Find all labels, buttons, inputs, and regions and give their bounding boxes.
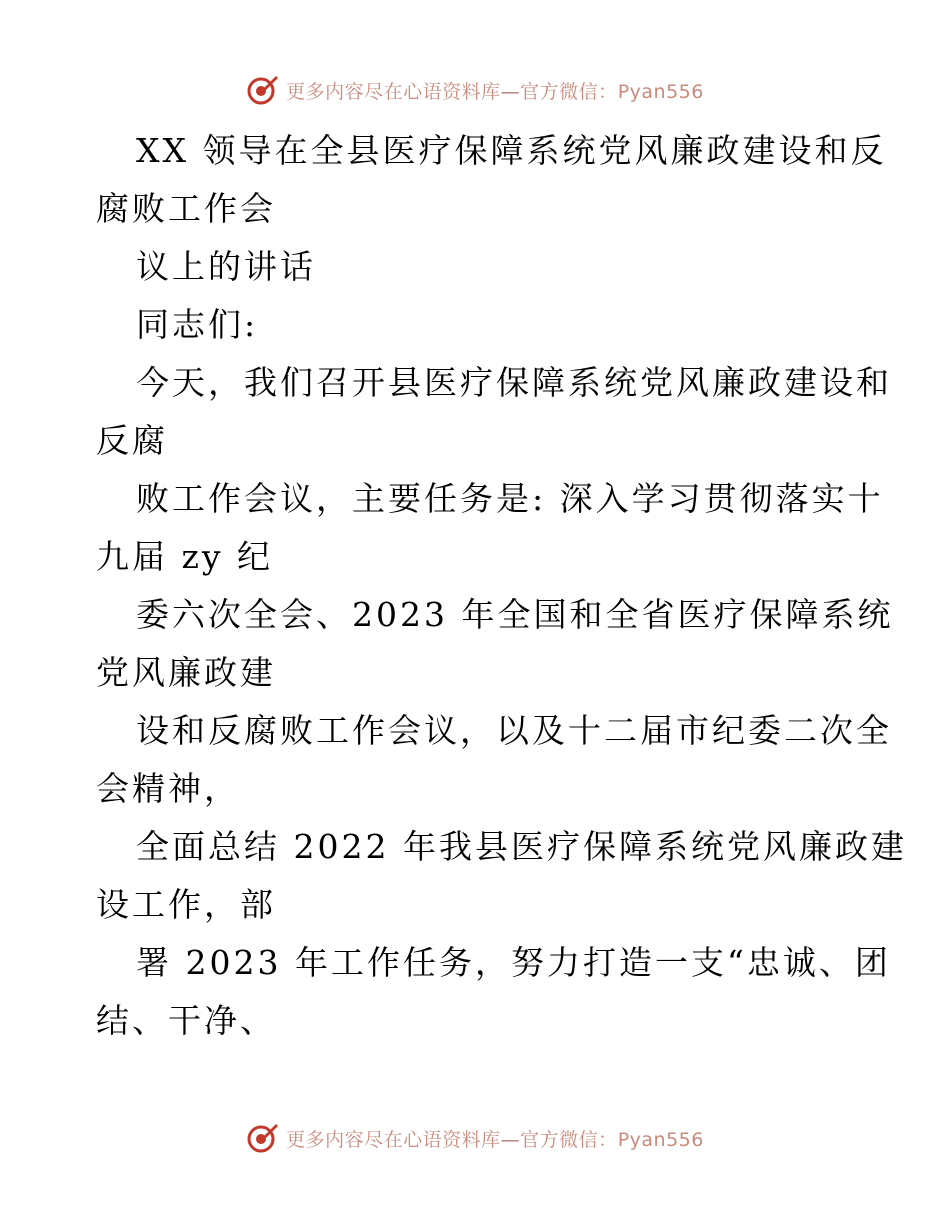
doc-line: 会精神， bbox=[96, 769, 240, 808]
footer-watermark bbox=[0, 1118, 950, 1158]
doc-line: 议上的讲话 bbox=[136, 247, 316, 286]
watermark-text bbox=[286, 1125, 704, 1152]
pen-logo-icon bbox=[246, 73, 280, 107]
doc-line: 九届 zy 纪 bbox=[96, 537, 274, 576]
doc-line: 腐败工作会 bbox=[96, 189, 276, 228]
header-watermark bbox=[0, 70, 950, 110]
watermark-main-text: 更多内容尽在心语资料库 bbox=[286, 1128, 501, 1151]
watermark-separator: — bbox=[500, 1128, 521, 1151]
doc-line: 设工作，部 bbox=[96, 885, 276, 924]
watermark-label: 官方微信： bbox=[520, 1128, 618, 1151]
doc-line: 败工作会议，主要任务是: 深入学习贯彻落实十 bbox=[136, 479, 884, 518]
doc-line: XX 领导在全县医疗保障系统党风廉政建设和反 bbox=[136, 131, 887, 170]
pen-logo-icon bbox=[246, 1121, 280, 1155]
watermark-separator: — bbox=[500, 80, 521, 103]
doc-line: 设和反腐败工作会议，以及十二届市纪委二次全 bbox=[136, 711, 892, 750]
watermark-id: Pyan556 bbox=[617, 80, 704, 103]
watermark-id: Pyan556 bbox=[617, 1128, 704, 1151]
watermark-label: 官方微信： bbox=[520, 80, 618, 103]
watermark-main-text: 更多内容尽在心语资料库 bbox=[286, 80, 501, 103]
doc-line: 党风廉政建 bbox=[96, 653, 276, 692]
doc-line: 全面总结 2022 年我县医疗保障系统党风廉政建 bbox=[136, 827, 907, 866]
doc-line: 委六次全会、2023 年全国和全省医疗保障系统 bbox=[136, 595, 894, 634]
doc-line: 同志们: bbox=[136, 305, 259, 344]
doc-line: 署 2023 年工作任务，努力打造一支“忠诚、团 bbox=[136, 943, 891, 982]
document-body bbox=[96, 122, 907, 1050]
doc-line: 结、干净、 bbox=[96, 1001, 276, 1040]
doc-line: 反腐 bbox=[96, 421, 168, 460]
watermark-text bbox=[286, 77, 704, 104]
doc-line: 今天，我们召开县医疗保障系统党风廉政建设和 bbox=[136, 363, 892, 402]
